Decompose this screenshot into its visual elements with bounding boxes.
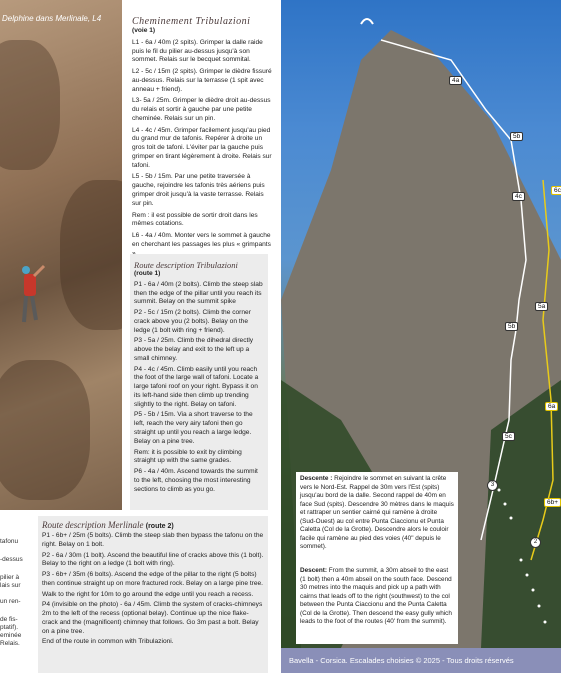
pitch-text: L4 - 4c / 45m. Grimper facilement jusqu'au pied du grand mur de tafonis. Repérer à droite un gros toit de tafoni. L'éviter par la gauche puis grimper en tirant légèrement à droite. Relais sur tafoni. [132, 126, 272, 169]
text-fragment: lais sur [0, 582, 21, 589]
descent-french-text: Rejoindre le sommet en suivant la crête vers le Nord-Est. Rappel de 30m vers l'Est (spits) jusqu'au bord de la dalle. Second rappel de 40m en face Sud (spits). Descendre 30 mètres dans le maquis et rattraper un sentier cairné qui ramène à droite (Sud-Ouest) au col entre Punta Ciaccionu et Punta Caletta (Col de la Grotte). Descendre alors le couloir facile qui ramène au pied des voies (40" depuis le sommet). [300, 475, 454, 551]
pitch-text: L6 - 4a / 40m. Monter vers le sommet à gauche en cherchant les passages les plus « grimpants [132, 232, 271, 248]
text-fragment: pilier à [0, 574, 20, 581]
text-fragment: un ren- [0, 598, 21, 605]
climber-photo [0, 0, 122, 510]
route-grade-label: 5b [510, 132, 523, 141]
descent-english-title: Descent: [300, 567, 327, 574]
route-grade-label: 4c [512, 192, 525, 201]
descent-french-title: Descente : [300, 475, 333, 482]
route-grade-label: 4a [449, 76, 462, 85]
route-grade-label: 6a [545, 402, 558, 411]
rock-texture [0, 360, 90, 500]
photo-caption: Delphine dans Merlinale, L4 [2, 14, 102, 23]
descent-english-text: From the summit, a 30m abseil to the east (1 bolt) then a 40m abseil on the south face. Descend 30 metres into the maquis and pick up a path with cairns that leads off to the right (southwest) to the col between the Punta Ciaccionu and the Punta Caletta (Col de la Grotte). Then descend the easy gully which leads to the foot of the routes (40' from the summit). [300, 567, 452, 626]
merlinale-route-box [38, 516, 268, 673]
pitch-text: P1 - 6a / 40m (2 bolts). Climb the steep slab then the edge of the pillar until you reach its summit. Belay on the summit spike [134, 280, 263, 306]
descent-english-box [296, 564, 458, 644]
pitch-text: P6 - 4a / 40m. Ascend towards the summit to the left, choosing the most interesting sections to climb as you go. [134, 468, 258, 493]
route-grade-label: 5b [505, 322, 518, 331]
belay-marker: 2 [530, 537, 541, 548]
english-route-box [130, 254, 268, 510]
descent-french-box [296, 472, 458, 564]
french-route-title: Cheminement Tribulazioni [132, 16, 251, 27]
rock-texture [0, 40, 60, 170]
pitch-text: P4 (invisible on the photo) - 6a / 45m. Climb the system of cracks-chimneys 2m to the left of the recess (optional belay). Continue up the nice flake-crack and the (magnificent) chimney that follows. Go 3m past a bolt. Belay on a pine tree. [42, 601, 263, 635]
pitch-text: Rem: it is possible to exit by climbing straight up with the same grades. [134, 448, 242, 465]
clipped-text-column [0, 510, 38, 673]
text-fragment: ptatif). [0, 624, 19, 631]
climber-figure [20, 262, 46, 342]
english-route-subtitle: (route 1) [134, 270, 161, 277]
belay-marker: 3 [487, 480, 498, 491]
text-fragment: -dessus [0, 556, 23, 563]
pitch-text: P2 - 5c / 15m (2 bolts). Climb the corner crack above you (2 bolts). Belay on the ledge (1 bolt with ring + friend). [134, 309, 251, 334]
pitch-text: Rem : il est possible de sortir droit dans les mêmes cotations. [132, 211, 258, 228]
footer-banner: Bavella - Corsica. Escalades choisies © 2025 - Tous droits réservés [281, 648, 561, 673]
pitch-text: P2 - 6a / 30m (1 bolt). Ascend the beautiful line of cracks above this (1 bolt). Belay to the right on a ledge (1 bolt with ring). [42, 551, 264, 568]
french-route-subtitle: (voie 1) [132, 27, 156, 34]
merlinale-subtitle: (route 2) [145, 523, 174, 530]
pitch-text: P3 - 6b+ / 35m (6 bolts). Ascend the edge of the pillar to the right (5 bolts) then continue straight up on more fractured rock. Belay on a large pine tree. [42, 571, 264, 587]
merlinale-title: Route description Merlinale [42, 520, 144, 530]
summit-arc [361, 19, 373, 24]
pitch-text: P1 - 6b+ / 25m (5 bolts). Climb the steep slab then bypass the tafonu on the right. Belay on 1 bolt. [42, 532, 264, 548]
text-fragment: tafonu [0, 538, 19, 545]
text-fragment: de fis- [0, 616, 18, 623]
pitch-text: P3 - 5a / 25m. Climb the dihedral directly above the belay and exit to the left up a small chimney. [134, 337, 254, 362]
route-grade-label: 6b+ [544, 498, 561, 507]
route-grade-label: 5c [502, 432, 515, 441]
english-route-title: Route description Tribulazioni [134, 260, 238, 270]
pitch-text: L5 - 5b / 15m. Par une petite traversée à gauche, rejoindre les tafonis très aériens puis grimper droit jusqu'à la vaste terrasse. Relais sur pin. [132, 173, 265, 207]
route-grade-label: 5a [535, 302, 548, 311]
rock-texture [60, 180, 122, 330]
text-fragment: eminée [0, 632, 22, 639]
route-grade-label: 6c [551, 186, 561, 195]
pitch-text: P5 - 5b / 15m. Via a short traverse to the left, reach the very airy tafoni then go straight up until you reach a large ledge. Belay on a pine tree. [134, 411, 253, 445]
text-fragment: Relais. [0, 640, 20, 647]
pitch-text: L1 - 6a / 40m (2 spits). Grimper la dalle raide puis le fil du pilier au-dessus jusqu'à son sommet. Relais sur le becquet sommital. [132, 38, 263, 64]
pitch-text: L2 - 5c / 15m (2 spits). Grimper le dièdre fissuré au-dessus. Relais sur la terrasse (1 spit avec anneau + friend). [132, 68, 272, 93]
pitch-text: P4 - 4c / 45m. Climb easily until you reach the foot of the large wall of tafoni. Locate a large tafoni roof on your right. Bypass it on its left-hand side then climb up trending slightly to the right. Belay on tafoni. [134, 365, 259, 408]
pitch-text: Walk to the right for 10m to go around the edge until you reach a recess. [42, 590, 254, 598]
pitch-text: L3- 5a / 25m. Grimper le dièdre droit au-dessus du relais et sortir à gauche par une petite cheminée. Relais sur un pin. [132, 97, 271, 122]
pitch-text: End of the route in common with Tribulazioni. [42, 638, 174, 646]
